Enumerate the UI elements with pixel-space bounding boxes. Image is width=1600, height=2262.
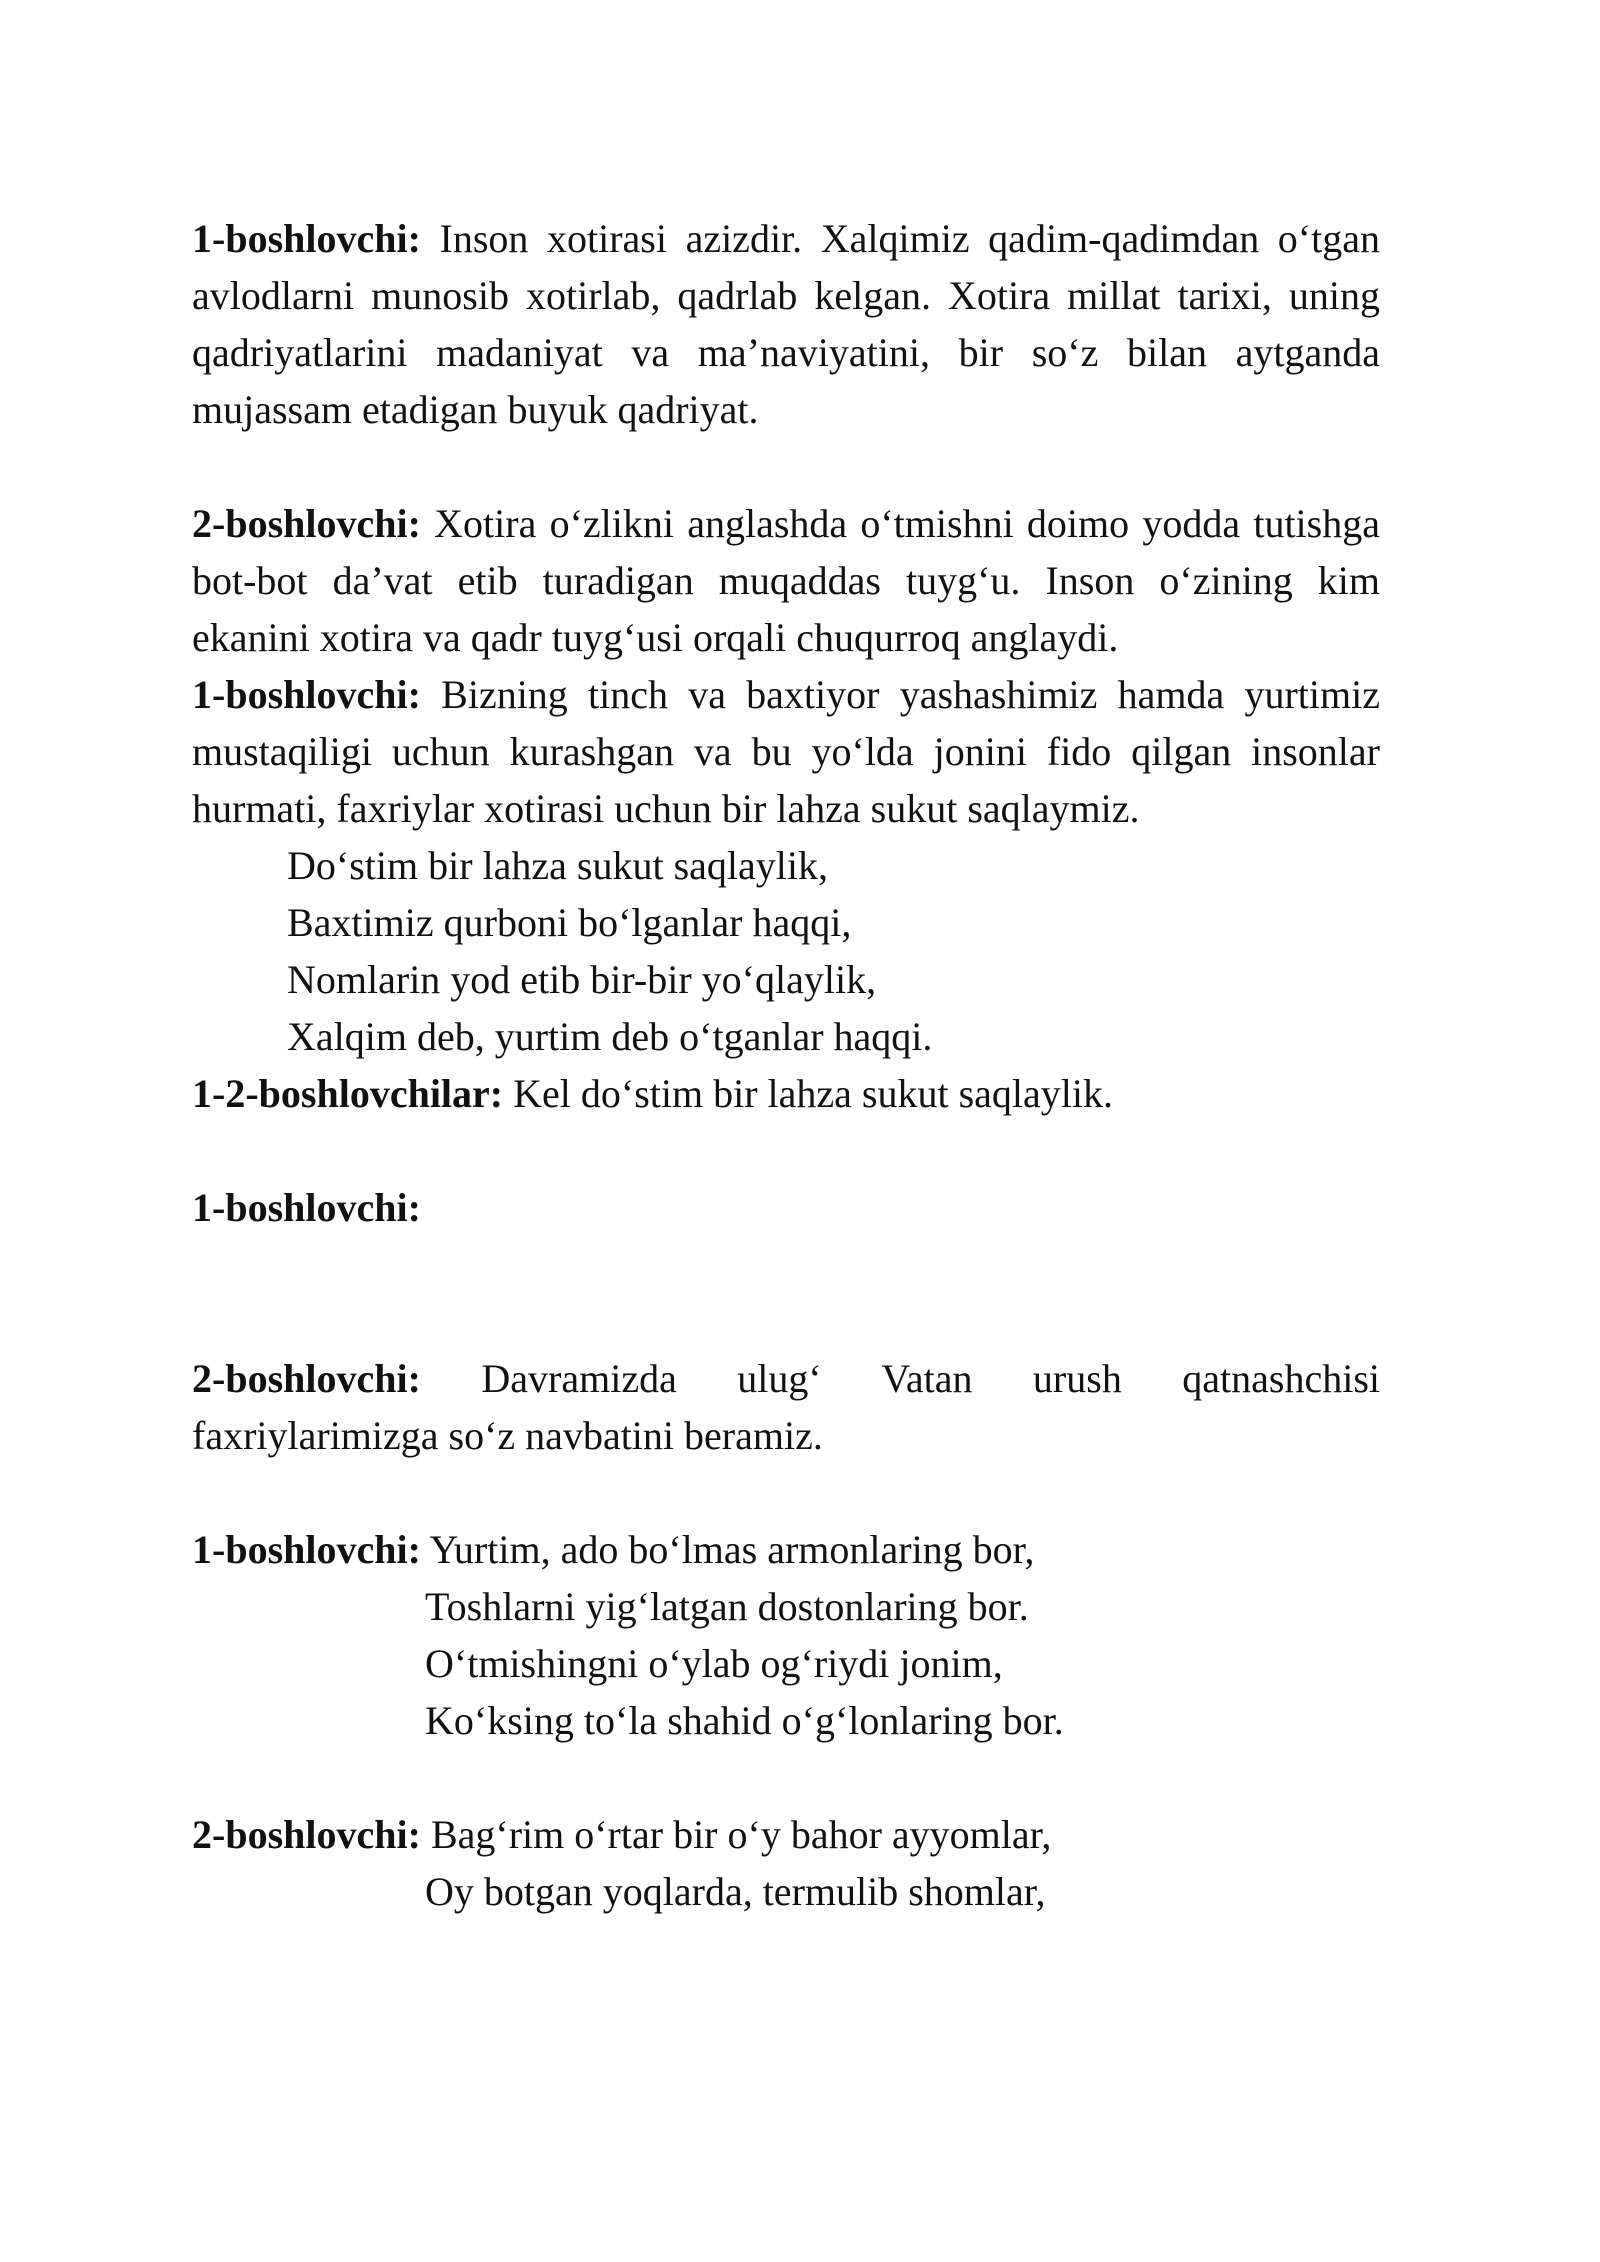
spacer [192,438,1380,495]
paragraph-host1-empty [192,1179,1380,1236]
poem-line: Ko‘ksing to‘la shahid o‘g‘lonlaring bor. [425,1698,1064,1743]
speaker-label: 1-boshlovchi: [192,1527,421,1572]
poem-line-text: Yurtim, ado bo‘lmas armonlaring bor, [420,1527,1035,1572]
poem-line: O‘tmishingni o‘ylab og‘riydi jonim, [425,1641,1003,1686]
paragraph-text: Xotira o‘zlikni anglashda o‘tmishni doimo yodda tutishga bot-bot da’vat etib turadigan muqaddas tuyg‘u. Inson o‘zining kim ekanini xotira va qadr tuyg‘usi orqali chuqurroq anglaydi. [192,501,1380,660]
poem-line [192,1521,1380,1578]
paragraph-hosts-together [192,1065,1380,1122]
speaker-label: 2-boshlovchi: [192,1356,421,1401]
paragraph-host2-veterans [192,1350,1380,1464]
poem-line: Xalqim deb, yurtim deb o‘tganlar haqqi. [287,1014,933,1059]
stanza-host1 [192,1521,1380,1749]
paragraph-text: Inson xotirasi azizdir. Xalqimiz qadim-qadimdan o‘tgan avlodlarni munosib xotirlab, qadrlab kelgan. Xotira millat tarixi, uning qadriyatlarini madaniyat va ma’naviyatini, bir so‘z bilan aytganda mujassam etadigan buyuk qadriyat. [192,216,1380,432]
speaker-label: 1-boshlovchi: [192,216,421,261]
paragraph-host1-silence [192,666,1380,837]
spacer [192,1749,1380,1806]
paragraph-text: Davramizda ulug‘ Vatan urush qatnashchisi faxriylarimizga so‘z navbatini beramiz. [192,1356,1380,1458]
poem-line [192,1806,1380,1863]
speaker-label: 2-boshlovchi: [192,1812,421,1857]
poem-silence [192,837,1380,1065]
speaker-label: 1-2-boshlovchilar: [192,1071,504,1116]
speaker-label: 1-boshlovchi: [192,672,421,717]
spacer [192,1464,1380,1521]
spacer [192,1236,1380,1350]
paragraph-text: Bizning tinch va baxtiyor yashashimiz hamda yurtimiz mustaqiligi uchun kurashgan va bu yo‘lda jonini fido qilgan insonlar hurmati, faxriylar xotirasi uchun bir lahza sukut saqlaymiz. [192,672,1380,831]
spacer [192,1122,1380,1179]
poem-line: Do‘stim bir lahza sukut saqlaylik, [287,843,829,888]
poem-line: Oy botgan yoqlarda, termulib shomlar, [425,1869,1046,1914]
poem-line-text: Bag‘rim o‘rtar bir o‘y bahor ayyomlar, [420,1812,1052,1857]
paragraph-host1-memory [192,210,1380,438]
speaker-label: 1-boshlovchi: [192,1185,421,1230]
poem-line: Toshlarni yig‘latgan dostonlaring bor. [425,1584,1029,1629]
paragraph-host2-memory [192,495,1380,666]
stanza-host2 [192,1806,1380,1920]
paragraph-text: Kel do‘stim bir lahza sukut saqlaylik. [503,1071,1114,1116]
document-page [192,210,1380,1920]
poem-line: Baxtimiz qurboni bo‘lganlar haqqi, [287,900,852,945]
poem-line: Nomlarin yod etib bir-bir yo‘qlaylik, [287,957,877,1002]
speaker-label: 2-boshlovchi: [192,501,421,546]
